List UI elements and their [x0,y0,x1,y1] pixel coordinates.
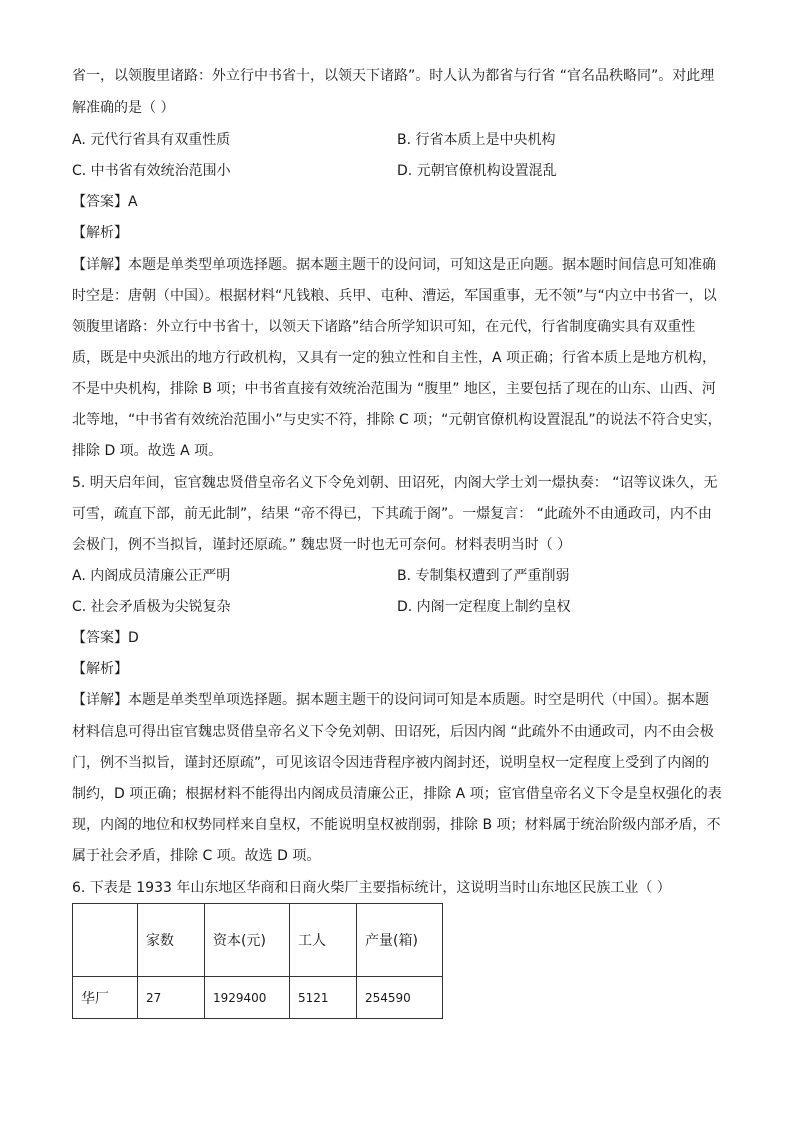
q4-option-b: B. 行省本质上是中央机构 [397,132,556,148]
q4-detail-line: 【详解】本题是单类型单项选择题。据本题主题干的设问词，可知这是正向题。据本题时间信息可知准确 [72,257,716,273]
table-cell: 1929400 [205,977,290,1019]
table-cell: 254590 [357,977,443,1019]
q5-detail-line: 制约，D 项正确；根据材料不能得出内阁成员清廉公正，排除 A 项；宦官借皇帝名义下令是皇权强化的表 [72,786,722,802]
table-header-cell: 工人 [290,904,357,977]
q4-detail-line: 北等地，“中书省有效统治范围小”与史实不符，排除 C 项；“元朝官僚机构设置混乱”的说法不符合史实， [72,412,722,428]
table-cell: 5121 [290,977,357,1019]
table-header-cell: 资本(元) [205,904,290,977]
table-cell: 27 [138,977,205,1019]
q4-option-a: A. 元代行省具有双重性质 [72,132,231,148]
q5-stem-line: 5. 明天启年间，宦官魏忠贤借皇帝名义下令免刘朝、田诏死，内阁大学士刘一燝执奏： “诏等议诛久，无 [72,475,718,491]
q5-option-a: A. 内阁成员清廉公正严明 [72,568,231,584]
q5-detail-line: 【详解】本题是单类型单项选择题。据本题主题干的设问词可知是本质题。时空是明代（中国）。据本题 [72,692,709,708]
table-header-cell [73,904,138,977]
table-header-row [73,904,443,977]
q6-data-table [72,903,443,1019]
table-header-cell: 产量(箱) [357,904,443,977]
q5-detail-line: 现，内阁的地位和权势同样来自皇权，不能说明皇权被削弱，排除 B 项；材料属于统治阶级内部矛盾，不 [72,817,721,833]
q5-stem-line: 可雪，疏直下部，前无此制”，结果 “帝不得已，下其疏于阁”。一燝复言： “此疏外不由通政司，内不由 [72,506,712,522]
q5-stem-line: 会极门，例不当拟旨，谨封还原疏。” 魏忠贤一时也无可奈何。材料表明当时（ ） [72,537,572,553]
q5-option-d: D. 内阁一定程度上制约皇权 [397,599,571,615]
q5-detail-line: 属于社会矛盾，排除 C 项。故选 D 项。 [72,848,321,864]
q4-stem-line1: 省一，以领腹里诸路：外立行中书省十，以领天下诸路”。时人认为都省与行省 “官名品秩略同”。对此理 [72,68,715,84]
q5-detail-line: 门，例不当拟旨，谨封还原疏”，可见该诏令因违背程序被内阁封还，说明皇权一定程度上受到了内阁的 [72,755,710,771]
table-cell: 华厂 [73,977,138,1019]
q4-detail-line: 时空是：唐朝（中国）。根据材料“凡钱粮、兵甲、屯种、漕运，军国重事，无不领”与“内立中书省一，以 [72,288,717,304]
q4-option-d: D. 元朝官僚机构设置混乱 [397,163,557,179]
q5-option-c: C. 社会矛盾极为尖锐复杂 [72,599,231,615]
q4-detail-line: 排除 D 项。故选 A 项。 [72,443,223,459]
q4-option-c: C. 中书省有效统治范围小 [72,163,231,179]
q5-detail-line: 材料信息可得出宦官魏忠贤借皇帝名义下令免刘朝、田诏死，后因内阁 “此疏外不由通政司，内不由会极 [72,724,714,740]
q4-detail-line: 领腹里诸路：外立行中书省十，以领天下诸路”结合所学知识可知，在元代，行省制度确实具有双重性 [72,319,696,335]
q4-detail-line: 质，既是中央派出的地方行政机构，又具有一定的独立性和自主性，A 项正确；行省本质上是地方机构， [72,350,717,366]
q4-answer: 【答案】A [72,194,138,210]
q5-answer: 【答案】D [72,630,139,646]
q5-option-b: B. 专制集权遭到了严重削弱 [397,568,570,584]
table-row [73,977,443,1019]
q4-stem-line2: 解准确的是（ ） [72,100,175,116]
q4-detail-line: 不是中央机构，排除 B 项；中书省直接有效统治范围为 “腹里” 地区，主要包括了现在的山东、山西、河 [72,381,716,397]
q5-analysis-label: 【解析】 [72,661,128,677]
q6-stem: 6. 下表是 1933 年山东地区华商和日商火柴厂主要指标统计，这说明当时山东地区民族工业（ ） [72,880,671,896]
table-header-cell: 家数 [138,904,205,977]
q4-analysis-label: 【解析】 [72,225,128,241]
